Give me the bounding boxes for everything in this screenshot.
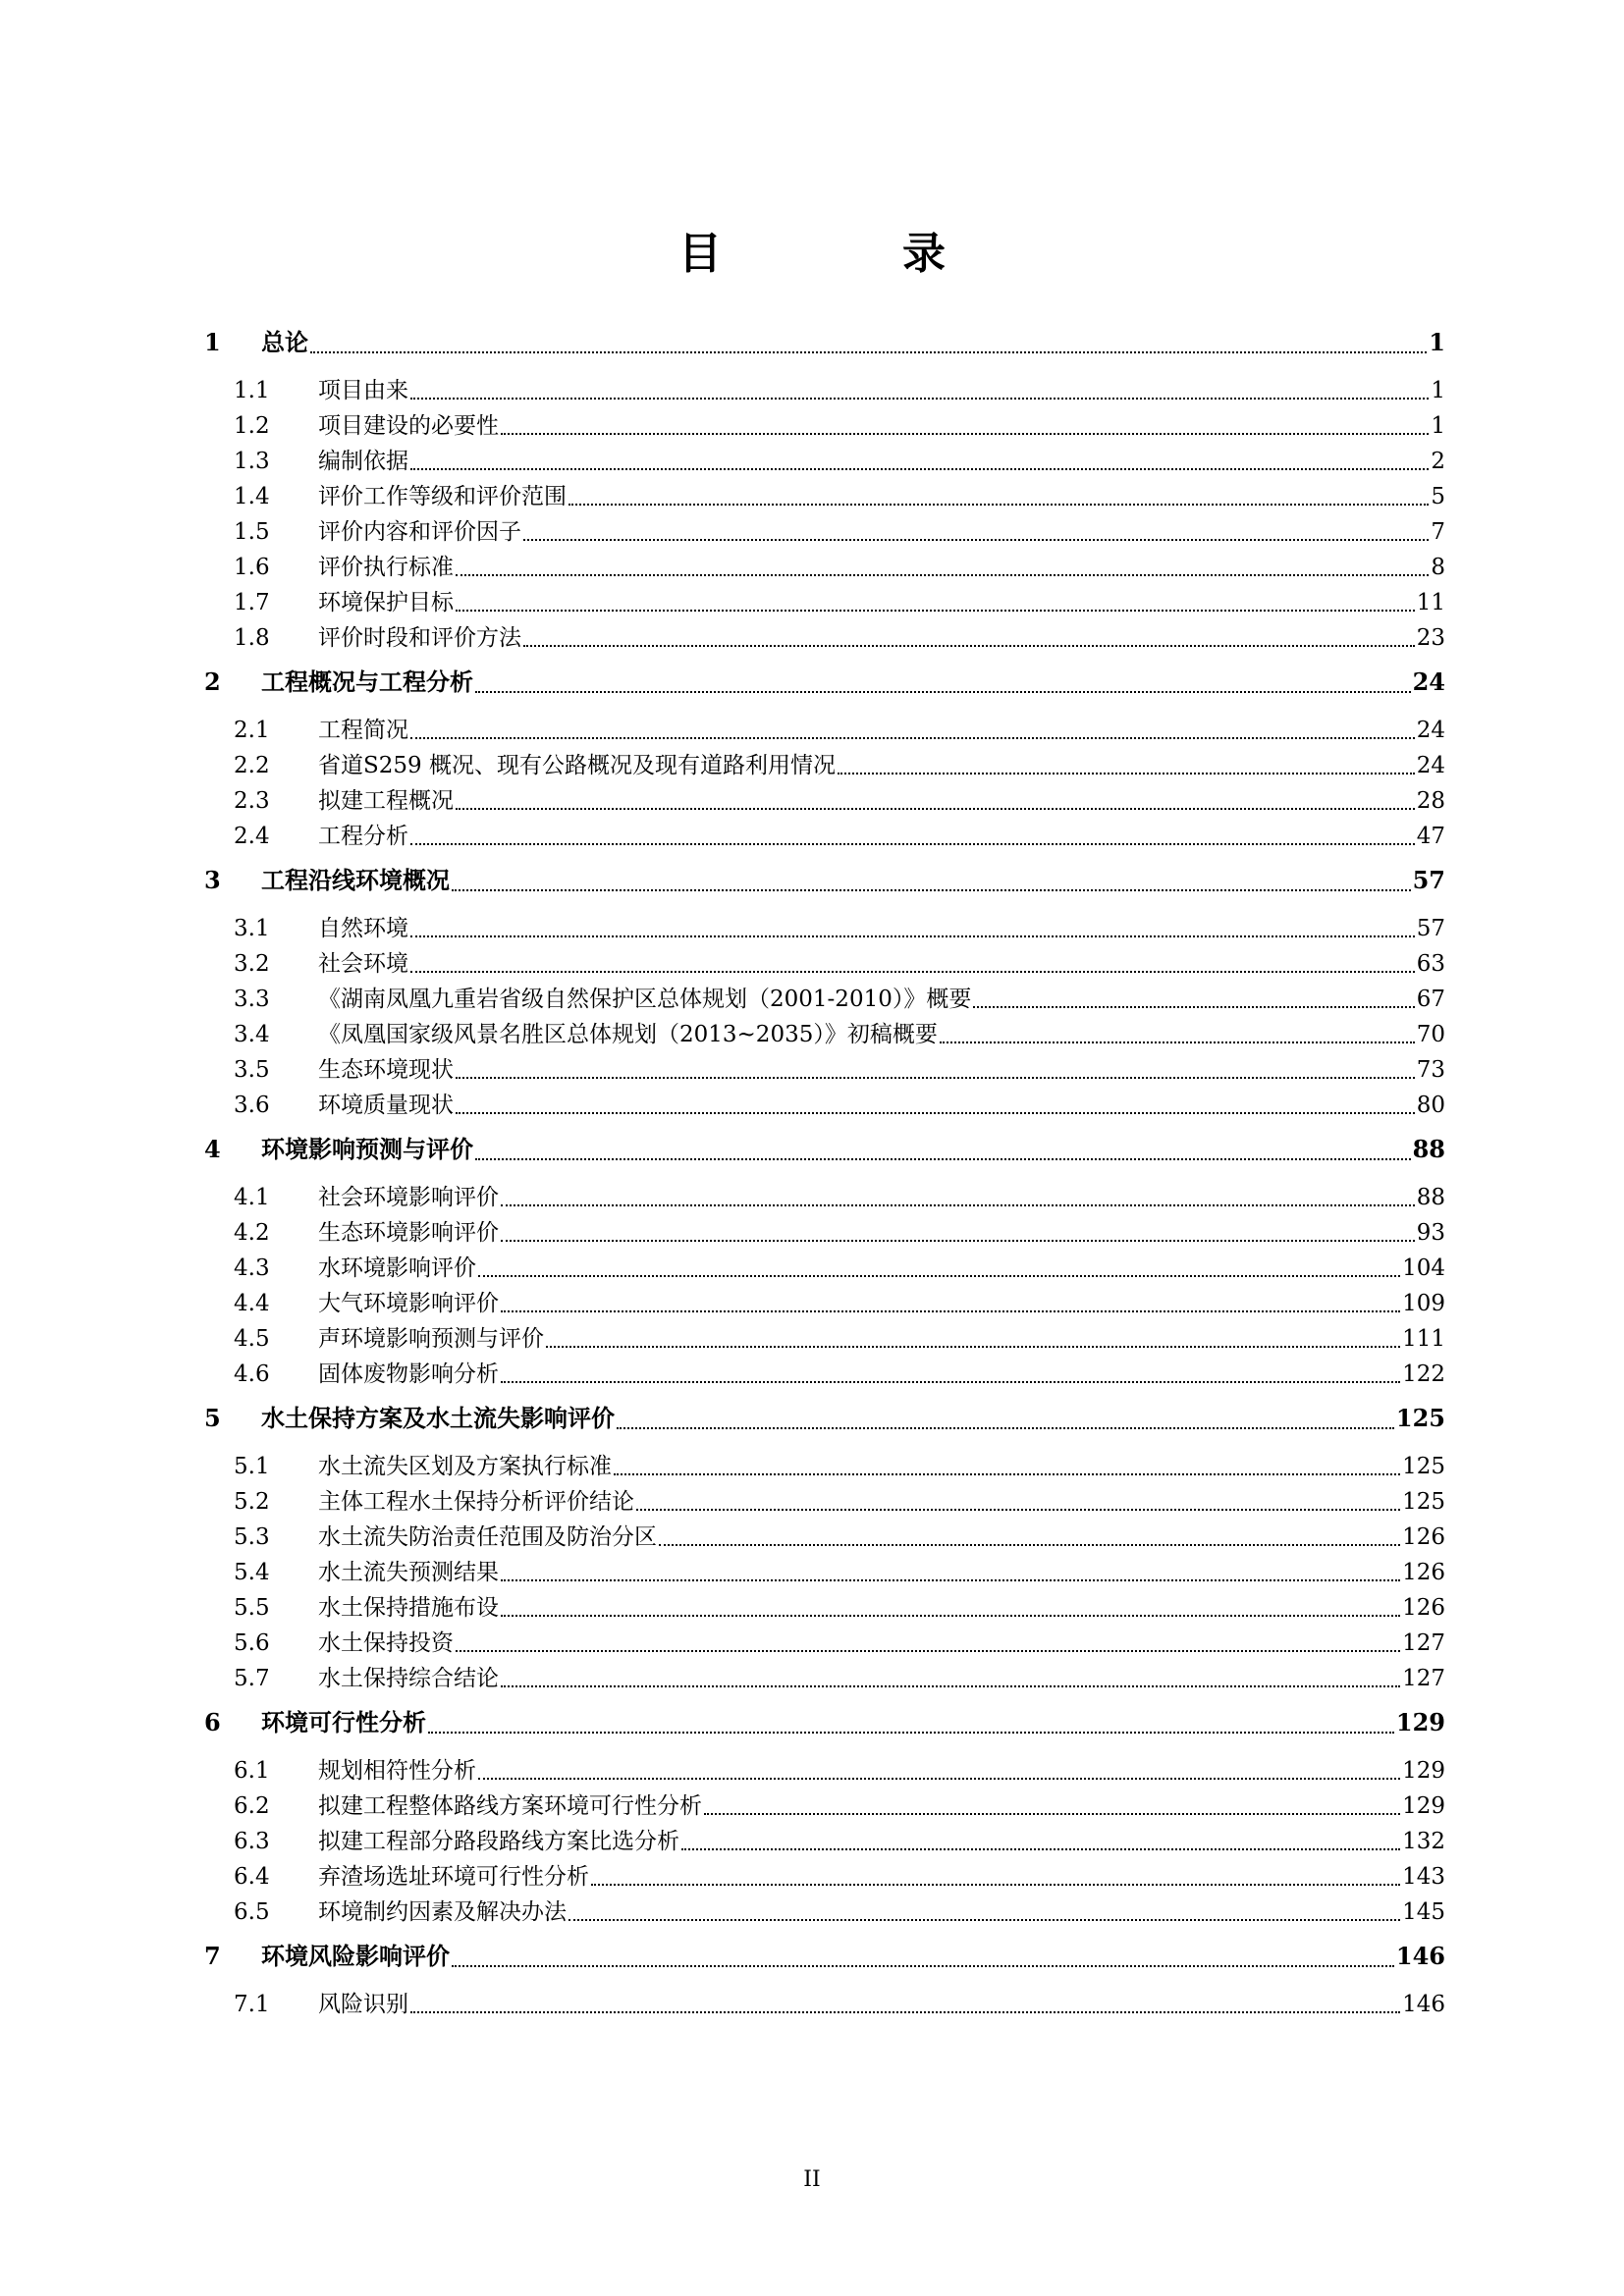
entry-page-number: 146 [1402,1992,1445,2017]
entry-title: 工程分析 [318,824,408,849]
dot-leader [478,1275,1400,1277]
entry-number: 7 [204,1942,221,1970]
dot-leader [478,1778,1400,1780]
entry-number: 1.2 [234,413,270,439]
entry-page-number: 47 [1416,824,1445,849]
page-number: II [803,2167,821,2192]
dot-leader [636,1509,1400,1511]
dot-leader [940,1041,1415,1043]
entry-number: 1.6 [234,555,270,580]
entry-page-number: 146 [1395,1942,1445,1970]
toc-section-entry[interactable] [204,1052,1445,1088]
entry-title: 环境制约因素及解决办法 [318,1899,567,1925]
toc-section-entry[interactable] [204,1484,1445,1520]
dot-leader [456,1650,1400,1652]
toc-section-entry[interactable] [204,1987,1445,2022]
entry-title: 生态环境影响评价 [318,1220,499,1246]
toc-chapter-6 [204,1700,1445,1930]
dot-leader [452,1965,1394,1967]
entry-page-number: 127 [1402,1666,1445,1691]
entry-number: 3.1 [234,916,270,941]
entry-page-number: 126 [1402,1560,1445,1585]
toc-chapter-entry[interactable] [204,1127,1445,1172]
entry-title: 环境质量现状 [318,1093,454,1118]
entry-page-number: 24 [1416,718,1445,743]
entry-title: 弃渣场选址环境可行性分析 [318,1864,589,1890]
dot-leader [501,1615,1400,1617]
toc-section-entry[interactable] [204,911,1445,946]
entry-title: 拟建工程整体路线方案环境可行性分析 [318,1793,702,1819]
toc-section-entry[interactable] [204,1180,1445,1215]
entry-title: 水土流失预测结果 [318,1560,499,1585]
dot-leader [501,1204,1415,1206]
dot-leader [456,1112,1415,1114]
entry-page-number: 1 [1431,378,1445,403]
dot-leader [410,468,1429,470]
entry-title: 水环境影响评价 [318,1255,476,1281]
toc-section-entry[interactable] [204,373,1445,408]
entry-number: 3.2 [234,951,270,977]
entry-title: 编制依据 [318,449,408,474]
toc-section-entry[interactable] [204,1661,1445,1696]
dot-leader [456,574,1429,576]
entry-page-number: 122 [1402,1362,1445,1387]
entry-page-number: 111 [1402,1326,1445,1352]
toc-section-entry[interactable] [204,1626,1445,1661]
dot-leader [568,1919,1400,1921]
entry-title: 拟建工程概况 [318,788,454,814]
entry-page-number: 125 [1395,1404,1445,1432]
toc-section-entry[interactable] [204,550,1445,585]
entry-page-number: 8 [1431,555,1445,580]
toc-chapter-entry[interactable] [204,1700,1445,1745]
entry-number: 2 [204,667,221,696]
toc-chapter-entry[interactable] [204,1396,1445,1441]
table-of-contents [204,316,1445,2022]
entry-title: 省道S259 概况、现有公路概况及现有道路利用情况 [318,753,836,778]
dot-leader [523,645,1415,647]
entry-page-number: 57 [1412,866,1445,894]
entry-title: 项目建设的必要性 [318,413,499,439]
entry-number: 5.5 [234,1595,270,1621]
entry-page-number: 67 [1416,987,1445,1012]
toc-section-entry[interactable] [204,982,1445,1017]
toc-section-entry[interactable] [204,946,1445,982]
entry-page-number: 125 [1402,1489,1445,1515]
entry-page-number: 93 [1416,1220,1445,1246]
entry-title: 《湖南凤凰九重岩省级自然保护区总体规划（2001-2010）》概要 [318,987,972,1012]
entry-page-number: 70 [1416,1022,1445,1047]
entry-title: 环境风险影响评价 [261,1943,450,1970]
entry-page-number: 127 [1402,1630,1445,1656]
dot-leader [501,433,1429,435]
entry-title: 拟建工程部分路段路线方案比选分析 [318,1829,679,1854]
entry-title: 评价时段和评价方法 [318,625,521,651]
entry-page-number: 126 [1402,1595,1445,1621]
toc-chapter-entry[interactable] [204,660,1445,705]
entry-page-number: 2 [1431,449,1445,474]
dot-leader [501,1381,1400,1383]
entry-number: 1.3 [234,449,270,474]
entry-number: 1.7 [234,590,270,615]
entry-number: 3.4 [234,1022,270,1047]
dot-leader [456,610,1415,612]
entry-page-number: 24 [1416,753,1445,778]
toc-section-entry[interactable] [204,1017,1445,1052]
entry-number: 3.6 [234,1093,270,1118]
dot-leader [568,504,1429,506]
entry-page-number: 7 [1431,519,1445,545]
dot-leader [410,843,1415,845]
entry-title: 环境保护目标 [318,590,454,615]
entry-page-number: 5 [1431,484,1445,509]
entry-page-number: 125 [1402,1454,1445,1479]
toc-section-entry[interactable] [204,1555,1445,1590]
entry-number: 6.3 [234,1829,270,1854]
entry-number: 2.3 [234,788,270,814]
dot-leader [456,1077,1415,1079]
toc-section-entry[interactable] [204,444,1445,479]
dot-leader [659,1544,1400,1546]
entry-number: 5.3 [234,1524,270,1550]
entry-number: 4.1 [234,1185,270,1210]
toc-chapter-3 [204,858,1445,1123]
entry-title: 环境可行性分析 [261,1709,426,1736]
toc-section-entry[interactable] [204,1357,1445,1392]
entry-number: 5.4 [234,1560,270,1585]
entry-number: 2.4 [234,824,270,849]
entry-title: 大气环境影响评价 [318,1291,499,1316]
toc-section-entry[interactable] [204,1321,1445,1357]
entry-number: 3 [204,866,221,894]
toc-section-entry[interactable] [204,1590,1445,1626]
toc-chapter-1 [204,320,1445,656]
entry-page-number: 63 [1416,951,1445,977]
entry-page-number: 145 [1402,1899,1445,1925]
entry-page-number: 129 [1402,1793,1445,1819]
entry-title: 固体废物影响分析 [318,1362,499,1387]
dot-leader [410,971,1415,973]
entry-title: 水土保持投资 [318,1630,454,1656]
entry-title: 风险识别 [318,1992,408,2017]
toc-chapter-entry[interactable] [204,320,1445,365]
dot-leader [475,1158,1411,1160]
entry-number: 6 [204,1708,221,1736]
dot-leader [501,1685,1400,1687]
entry-page-number: 104 [1402,1255,1445,1281]
toc-chapter-5 [204,1396,1445,1696]
toc-section-entry[interactable] [204,713,1445,748]
entry-number: 6.4 [234,1864,270,1890]
entry-title: 《凤凰国家级风景名胜区总体规划（2013~2035）》初稿概要 [318,1022,938,1047]
toc-section-entry[interactable] [204,1449,1445,1484]
dot-leader [523,539,1429,541]
toc-section-entry[interactable] [204,479,1445,514]
dot-leader [452,889,1411,891]
entry-number: 4.5 [234,1326,270,1352]
entry-number: 4.2 [234,1220,270,1246]
dot-leader [410,935,1415,937]
entry-number: 6.1 [234,1758,270,1784]
toc-section-entry[interactable] [204,585,1445,620]
entry-title: 评价执行标准 [318,555,454,580]
toc-section-entry[interactable] [204,748,1445,783]
entry-title: 社会环境 [318,951,408,977]
page-title: 目 录 [678,229,1014,279]
entry-number: 7.1 [234,1992,270,2017]
entry-title: 水土流失区划及方案执行标准 [318,1454,612,1479]
toc-section-entry[interactable] [204,514,1445,550]
entry-page-number: 143 [1402,1864,1445,1890]
entry-page-number: 129 [1402,1758,1445,1784]
entry-page-number: 1 [1431,413,1445,439]
toc-chapter-7 [204,1934,1445,2022]
toc-section-entry[interactable] [204,1824,1445,1859]
entry-number: 1.8 [234,625,270,651]
entry-number: 2.1 [234,718,270,743]
entry-number: 6.5 [234,1899,270,1925]
toc-section-entry[interactable] [204,1753,1445,1789]
entry-title: 水土保持综合结论 [318,1666,499,1691]
entry-page-number: 23 [1416,625,1445,651]
entry-number: 1 [204,328,221,356]
entry-title: 自然环境 [318,916,408,941]
entry-title: 评价内容和评价因子 [318,519,521,545]
toc-section-entry[interactable] [204,1859,1445,1895]
entry-number: 2.2 [234,753,270,778]
entry-page-number: 88 [1416,1185,1445,1210]
dot-leader [456,808,1415,810]
entry-number: 4.4 [234,1291,270,1316]
dot-leader [501,1240,1415,1242]
entry-title: 评价工作等级和评价范围 [318,484,567,509]
toc-section-entry[interactable] [204,1895,1445,1930]
entry-number: 4.3 [234,1255,270,1281]
entry-page-number: 28 [1416,788,1445,814]
entry-number: 6.2 [234,1793,270,1819]
entry-title: 水土保持措施布设 [318,1595,499,1621]
entry-page-number: 57 [1416,916,1445,941]
entry-title: 工程概况与工程分析 [261,668,473,696]
entry-title: 生态环境现状 [318,1057,454,1083]
entry-number: 5.7 [234,1666,270,1691]
toc-section-entry[interactable] [204,1215,1445,1251]
dot-leader [410,2011,1400,2013]
dot-leader [428,1732,1394,1734]
entry-page-number: 88 [1412,1135,1445,1163]
entry-number: 1.4 [234,484,270,509]
entry-page-number: 80 [1416,1093,1445,1118]
dot-leader [310,351,1427,353]
dot-leader [501,1310,1400,1312]
entry-title: 水土保持方案及水土流失影响评价 [261,1405,615,1432]
dot-leader [475,691,1411,693]
entry-page-number: 126 [1402,1524,1445,1550]
entry-title: 总论 [261,329,308,356]
dot-leader [838,773,1415,774]
dot-leader [704,1813,1400,1815]
toc-chapter-4 [204,1127,1445,1392]
dot-leader [614,1473,1400,1475]
entry-page-number: 11 [1416,590,1445,615]
toc-chapter-entry[interactable] [204,1934,1445,1979]
entry-title: 声环境影响预测与评价 [318,1326,544,1352]
entry-number: 5.2 [234,1489,270,1515]
entry-number: 3.3 [234,987,270,1012]
entry-number: 3.5 [234,1057,270,1083]
entry-number: 5.1 [234,1454,270,1479]
entry-title: 主体工程水土保持分析评价结论 [318,1489,634,1515]
dot-leader [501,1579,1400,1581]
entry-page-number: 73 [1416,1057,1445,1083]
entry-page-number: 24 [1412,667,1445,696]
toc-section-entry[interactable] [204,408,1445,444]
entry-title: 工程简况 [318,718,408,743]
entry-page-number: 109 [1402,1291,1445,1316]
toc-section-entry[interactable] [204,1520,1445,1555]
entry-number: 5.6 [234,1630,270,1656]
entry-title: 水土流失防治责任范围及防治分区 [318,1524,657,1550]
entry-page-number: 129 [1395,1708,1445,1736]
entry-number: 4.6 [234,1362,270,1387]
toc-section-entry[interactable] [204,1286,1445,1321]
entry-title: 环境影响预测与评价 [261,1136,473,1163]
entry-number: 5 [204,1404,221,1432]
toc-chapter-entry[interactable] [204,858,1445,903]
dot-leader [973,1006,1414,1008]
dot-leader [681,1848,1400,1850]
toc-section-entry[interactable] [204,1789,1445,1824]
toc-section-entry[interactable] [204,819,1445,854]
dot-leader [617,1427,1394,1429]
entry-number: 4 [204,1135,221,1163]
entry-page-number: 1 [1429,328,1445,356]
entry-page-number: 132 [1402,1829,1445,1854]
dot-leader [591,1884,1400,1886]
entry-title: 社会环境影响评价 [318,1185,499,1210]
entry-title: 工程沿线环境概况 [261,867,450,894]
toc-chapter-2 [204,660,1445,854]
dot-leader [410,398,1429,400]
entry-number: 1.5 [234,519,270,545]
toc-section-entry[interactable] [204,620,1445,656]
toc-section-entry[interactable] [204,1088,1445,1123]
dot-leader [546,1346,1400,1348]
entry-title: 项目由来 [318,378,408,403]
dot-leader [410,737,1415,739]
entry-number: 1.1 [234,378,270,403]
toc-section-entry[interactable] [204,1251,1445,1286]
entry-title: 规划相符性分析 [318,1758,476,1784]
toc-section-entry[interactable] [204,783,1445,819]
